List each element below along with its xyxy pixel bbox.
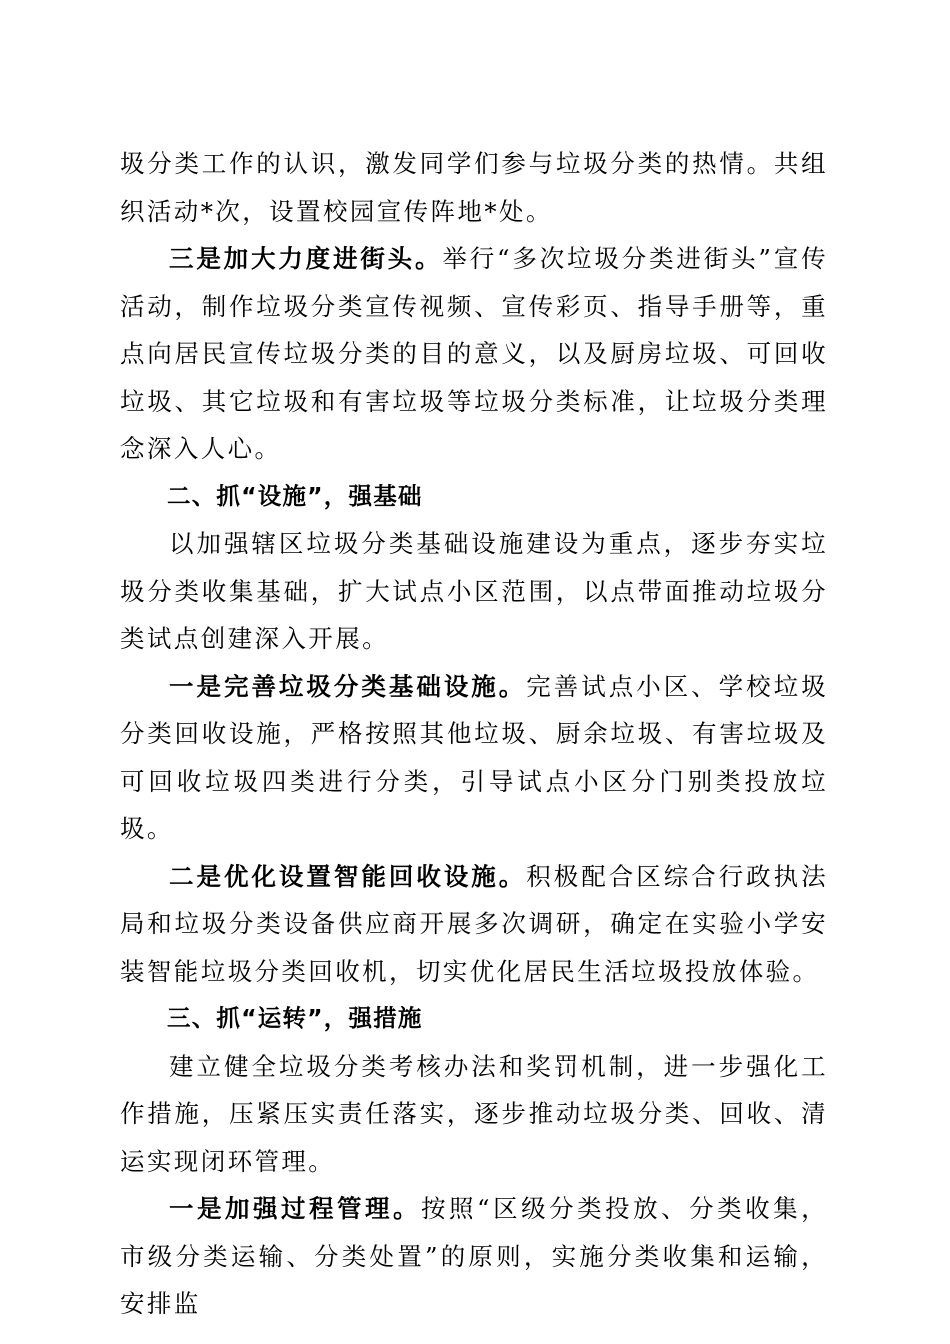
paragraph-lead-streets: 三是加大力度进街头。 — [169, 244, 443, 273]
paragraph-body-basic-facilities: 完善试点小区、学校垃圾分类回收设施，严格按照其他垃圾、厨余垃圾、有害垃圾及可回收垃圾四类进行分类，引导试点小区分门别类投放垃圾。 — [120, 671, 829, 843]
paragraph-body-process-management: 按照“区级分类投放、分类收集，市级分类运输、分类处置”的原则，实施分类收集和运输，安排监 — [120, 1194, 828, 1318]
paragraph-basic-facilities — [120, 663, 828, 853]
paragraph-continuation: 圾分类工作的认识，激发同学们参与垃圾分类的热情。共组织活动*次，设置校园宣传阵地*处。 — [120, 149, 828, 226]
paragraph-lead-process-management: 一是加强过程管理。 — [169, 1194, 422, 1223]
paragraph-operation-intro: 建立健全垃圾分类考核办法和奖罚机制，进一步强化工作措施，压紧压实责任落实，逐步推动垃圾分类、回收、清运实现闭环管理。 — [120, 1051, 828, 1176]
document-page — [120, 140, 828, 1328]
paragraph-streets — [120, 235, 828, 473]
paragraph-facilities-intro: 以加强辖区垃圾分类基础设施建设为重点，逐步夯实垃圾分类收集基础，扩大试点小区范围，以点带面推动垃圾分类试点创建深入开展。 — [120, 529, 828, 653]
paragraph-body-smart-recycling: 积极配合区综合行政执法局和垃圾分类设备供应商开展多次调研，确定在实验小学安装智能垃圾分类回收机，切实优化居民生活垃圾投放体验。 — [120, 861, 829, 986]
paragraph-lead-basic-facilities: 一是完善垃圾分类基础设施。 — [169, 671, 527, 701]
section-heading-facilities: 二、抓“设施”，强基础 — [167, 481, 423, 510]
paragraph-body-streets: 举行“多次垃圾分类进街头”宣传活动，制作垃圾分类宣传视频、宣传彩页、指导手册等，重点向居民宣传垃圾分类的目的意义，以及厨房垃圾、可回收垃圾、其它垃圾和有害垃圾等垃圾分类标准，让垃圾分类理念深入人心。 — [120, 244, 828, 463]
paragraph-process-management — [120, 1185, 828, 1328]
section-heading-operation: 三、抓“运转”，强措施 — [167, 1004, 423, 1032]
paragraph-smart-recycling — [120, 853, 828, 996]
paragraph-lead-smart-recycling: 二是优化设置智能回收设施。 — [169, 861, 527, 891]
